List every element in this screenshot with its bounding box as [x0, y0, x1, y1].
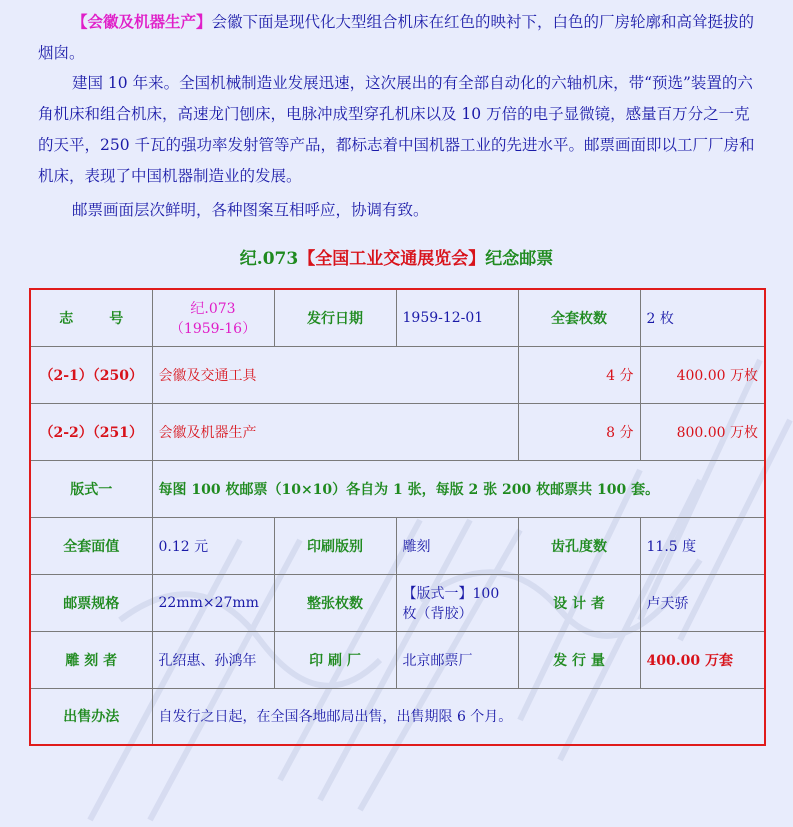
issue-date-value: 1959-12-01: [396, 289, 518, 346]
sheet-count-value: 【版式一】100 枚（背胶）: [396, 574, 518, 631]
stamp-1-qty: 400.00 万枚: [640, 346, 765, 403]
engraver-value: 孔绍惠、孙鸿年: [152, 631, 274, 688]
set-count-value: 2 枚: [640, 289, 765, 346]
table-row-stamp-1: [30, 346, 765, 403]
stamp-1-face: 4 分: [518, 346, 640, 403]
stamp-2-qty: 800.00 万枚: [640, 403, 765, 460]
print-method-label: 印刷版别: [274, 517, 396, 574]
stamp-set-code: 纪.073: [239, 249, 299, 269]
stamp-2-name: 会徽及机器生产: [152, 403, 518, 460]
table-row-engraver: [30, 631, 765, 688]
stamp-1-id: （2-1）（250）: [30, 346, 152, 403]
intro-paragraph-1: [38, 6, 760, 69]
print-method-value: 雕刻: [396, 517, 518, 574]
stamp-code-sub: （1959-16）: [169, 320, 257, 337]
sheet-count-label: 整张枚数: [274, 574, 396, 631]
stamp-2-id: （2-2）（251）: [30, 403, 152, 460]
intro-paragraph-1-text: 会徽下面是现代化大型组合机床在红色的映衬下，白色的厂房轮廓和高耸挺拔的烟囱。: [38, 13, 755, 62]
stamp-code-cell: [152, 289, 274, 346]
stamp-name-highlight: 【会徽及机器生产】: [72, 12, 212, 31]
stamp-size-value: 22mm×27mm: [152, 574, 274, 631]
stamp-1-name: 会徽及交通工具: [152, 346, 518, 403]
total-face-value: 0.12 元: [152, 517, 274, 574]
table-row-format: [30, 460, 765, 517]
stamp-size-label: 邮票规格: [30, 574, 152, 631]
designer-value: 卢天骄: [640, 574, 765, 631]
table-row-sale: [30, 688, 765, 745]
label-zhi: 志: [59, 310, 74, 327]
label-zhihao: [30, 289, 152, 346]
issue-date-label: 发行日期: [274, 289, 396, 346]
stamp-2-face: 8 分: [518, 403, 640, 460]
set-count-label: 全套枚数: [518, 289, 640, 346]
stamp-set-name: 【全国工业交通展览会】: [298, 249, 486, 269]
engraver-label: 雕 刻 者: [30, 631, 152, 688]
format-text: 每图 100 枚邮票（10×10）各自为 1 张，每版 2 张 200 枚邮票共 100 套。: [152, 460, 765, 517]
sale-method-text: 自发行之日起，在全国各地邮局出售，出售期限 6 个月。: [152, 688, 765, 745]
table-row-id: [30, 289, 765, 346]
label-hao: 号: [109, 310, 124, 327]
perforation-label: 齿孔度数: [518, 517, 640, 574]
stamp-code: 纪.073: [190, 300, 236, 317]
format-label: 版式一: [30, 460, 152, 517]
perforation-value: 11.5 度: [640, 517, 765, 574]
table-row-spec: [30, 574, 765, 631]
intro-paragraph-3: 邮票画面层次鲜明，各种图案互相呼应，协调有致。: [72, 201, 429, 219]
designer-label: 设 计 者: [518, 574, 640, 631]
stamp-set-title: [0, 244, 793, 269]
stamp-info-table: [29, 288, 766, 746]
circulation-label: 发 行 量: [518, 631, 640, 688]
circulation-value: 400.00 万套: [640, 631, 765, 688]
printer-label: 印 刷 厂: [274, 631, 396, 688]
stamp-set-suffix: 纪念邮票: [485, 249, 554, 269]
table-row-stamp-2: [30, 403, 765, 460]
printer-value: 北京邮票厂: [396, 631, 518, 688]
total-face-label: 全套面值: [30, 517, 152, 574]
intro-paragraph-2: 建国 10 年来。全国机械制造业发展迅速，这次展出的有全部自动化的六轴机床，带“预选”装置的六角机床和组合机床，高速龙门刨床，电脉冲成型穿孔机床以及 10 万倍的电子显微镜，感量百万分之一克的天平，250 千瓦的强功率发射管等产品，都标志着中国机器工业的先进水平。邮票画面即以工厂厂房和机床，表现了中国机器制造业的发展。: [38, 74, 755, 185]
sale-method-label: 出售办法: [30, 688, 152, 745]
table-row-value: [30, 517, 765, 574]
